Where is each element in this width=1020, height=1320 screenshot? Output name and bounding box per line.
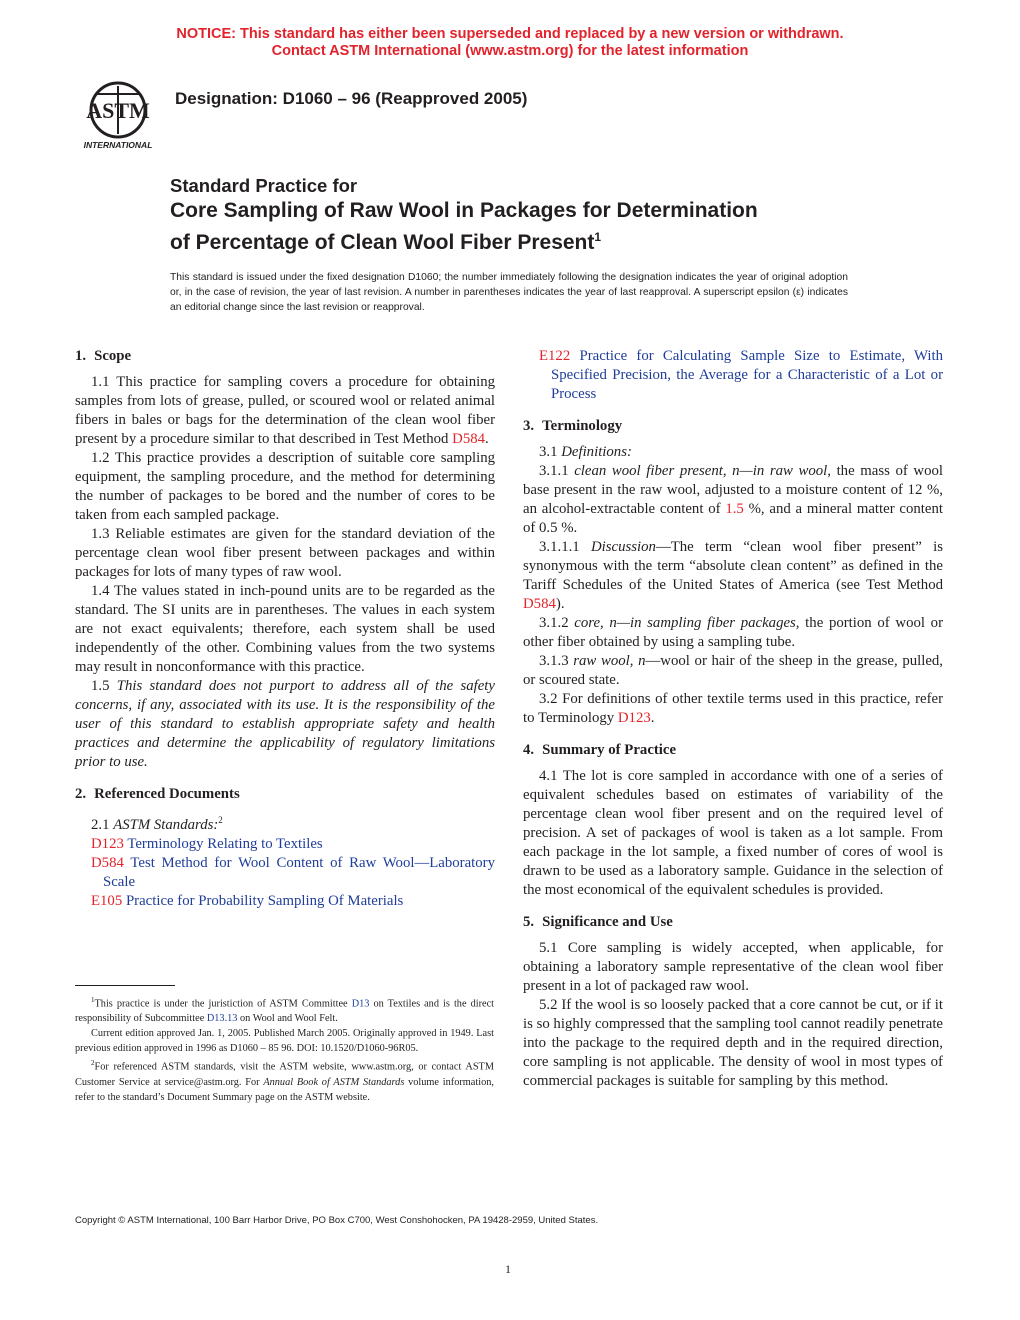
reference-code[interactable]: E105 [91,892,123,909]
paragraph-5-2: 5.2 If the wool is so loosely packed that a core cannot be cut, or if it is so highly compressed that the sampling tool cannot readily penetrate into the package to the required depth and in the required direction, core sampling is not applicable. The density of wool in most types of commercial packages is suitable for sampling by this method. [523,997,943,1089]
paragraph-3-1-3 [523,652,943,690]
footnote-1-edition: Current edition approved Jan. 1, 2005. Published March 2005. Originally approved in 1949. Last previous edition approved in 1996 as D1060 – 85 96. DOI: 10.1520/D1060-96R05. [75,1028,494,1055]
subcommittee-link[interactable]: D13.13 [206,1013,238,1025]
issuance-note: This standard is issued under the fixed designation D1060; the number immediately following the designation indicates the year of original adoption or, in the case of revision, the year of last revision. A number in parentheses indicates the year of last reapproval. A superscript epsilon (ε) indicates an editorial change since the last revision or reapproval. [170,272,848,313]
paragraph-1-2: 1.2 This practice provides a description of suitable core sampling equipment, the sampling procedure, and the method for determining the number of packages to be bored and the number of cores to be taken from each sampled package. [75,450,495,523]
section-title: Terminology [542,418,623,434]
footnote-2 [75,1056,494,1104]
paragraph-1-5 [75,677,495,772]
paragraph-text: the mass of wool base present in the raw wool, adjusted to a moisture content of 12 %, an alcohol-extractable content of [523,463,943,517]
safety-caveat: This standard does not purport to address all of the safety concerns, if any, associated with its use. It is the responsibility of the user of this standard to establish appropriate safety and health practices and determine the applicability of regulatory limitations prior to use. [75,678,495,770]
section-title: Scope [94,348,132,364]
reference-item-d123[interactable] [75,835,495,854]
paragraph-number: 3.1.1 [539,463,575,479]
right-column [523,347,943,1091]
reference-title[interactable]: Test Method for Wool Content of Raw Wool—Laboratory Scale [103,854,495,890]
reference-item-d584[interactable] [75,854,495,892]
copyright-line: Copyright © ASTM International, 100 Barr Harbor Drive, PO Box C700, West Conshohocken, PA 19428-2959, United States. [75,1215,599,1226]
footnote-text: on Wool and Wool Felt. [237,1013,338,1025]
title-line-2-text: of Percentage of Clean Wool Fiber Present [170,231,595,254]
paragraph-text: —The term “clean wool fiber present” is synonymous with the term “absolute clean content” as defined in the Tariff Schedules of the United States of America (see Test Method [523,539,944,593]
footnote-text: on Textiles and is the direct responsibility of Subcommittee [75,998,495,1025]
paragraph-3-1-1-1 [523,538,943,614]
paragraph-3-1-1 [523,462,943,538]
left-column [75,347,495,911]
footnote-text: For referenced ASTM standards, visit the ASTM website, www.astm.org, or contact ASTM Customer Service at service@astm.org. For [75,1061,494,1088]
reference-title[interactable]: Practice for Probability Sampling Of Materials [125,892,404,909]
section-number: 4. [523,742,535,758]
astm-standards-label: ASTM Standards: [113,816,219,833]
notice-line-1: NOTICE: This standard has either been superseded and replaced by a new version or withdrawn. [176,26,844,42]
paragraph-5-1: 5.1 Core sampling is widely accepted, when applicable, for obtaining a laboratory sample representative of the clean wool fiber present in a lot of packaged raw wool. [523,940,943,994]
section-heading-significance [523,913,943,932]
paragraph-1-3: 1.3 Reliable estimates are given for the standard deviation of the percentage clean wool fiber present between packages and within packages for lots of many types of raw wool. [75,526,495,580]
section-heading-referenced-documents [75,785,495,804]
paragraph-4-1: 4.1 The lot is core sampled in accordance with one of a series of equivalent schedules based on estimates of variability of the percentage clean wool fiber present and on the required level of precision. A set of packages of wool is taken as a lot sample. From each package in the lot sample, a fixed number of cores of wool is drawn to be used as a laboratory sample. Guidance in the selection of the most economical of the equivalent schedules is provided. [523,768,943,898]
paragraph-text: —wool or hair of the sheep in the grease, pulled, or scoured state. [523,653,944,688]
section-number: 2. [75,786,87,802]
paragraph-text: 1.1 This practice for sampling covers a procedure for obtaining samples from lots of grease, pulled, or scoured wool or related animal fibers in bales or bags for the determination of the clean wool fiber present by a procedure similar to that described in Test Method [75,374,495,447]
notice-line-2: Contact ASTM International (www.astm.org) for the latest information [271,43,749,59]
reference-title[interactable]: Practice for Calculating Sample Size to Estimate, With Specified Precision, the Average for a Characteristic of a Lot or Process [551,348,944,402]
section-number: 1. [75,348,87,364]
footnote-1 [75,993,494,1026]
paragraph-end: %, and a mineral matter content of 0.5 %. [523,501,943,536]
definitions-label: Definitions: [561,444,632,460]
paragraph-number: 3.1 [539,444,562,460]
section-title: Summary of Practice [542,742,677,758]
paragraph-2-1 [75,811,495,835]
reference-item-e105[interactable] [75,892,495,911]
reference-item-e122[interactable] [523,347,943,404]
reference-code[interactable]: D584 [91,854,124,871]
reference-title[interactable]: Terminology Relating to Textiles [127,835,323,852]
paragraph-number: 3.1.3 [539,653,574,669]
footnotes [75,993,494,1105]
paragraph-end: . [485,431,489,447]
paragraph-number: 2.1 [91,816,114,833]
defined-term: raw wool, n [573,653,646,669]
section-heading-terminology [523,417,943,436]
title-line-1: Core Sampling of Raw Wool in Packages for Determination [170,199,758,222]
annual-book-title: Annual Book of ASTM Standards [263,1076,405,1088]
section-heading-summary [523,741,943,760]
paragraph-3-1-2 [523,614,943,652]
logo-letters: ASTM [86,98,150,123]
withdrawal-notice [0,26,1020,60]
ref-link-d584[interactable]: D584 [523,596,556,612]
section-number: 3. [523,418,535,434]
paragraph-1-4: 1.4 The values stated in inch-pound units are to be regarded as the standard. The SI units are in parentheses. The values in each system are not exact equivalents; therefore, each system shall be used independently of the other. Combining values from the two systems may result in nonconformance with this practice. [75,583,495,675]
astm-logo [74,78,162,152]
section-title: Significance and Use [542,914,673,930]
defined-term: core, n—in sampling fiber packages, [574,615,800,631]
footnote-mark: 2 [91,1059,95,1068]
section-number: 5. [523,914,535,930]
title-main [170,198,890,256]
paragraph-3-2 [523,690,943,728]
document-title [170,174,890,256]
logo-caption: INTERNATIONAL [83,140,153,150]
ref-link-d584[interactable]: D584 [452,431,486,447]
footnote-text: This practice is under the juristiction of ASTM Committee [94,998,352,1010]
paragraph-number: 1.5 [91,678,117,694]
footnote-text: volume information, refer to the standard’s Document Summary page on the ASTM website. [75,1076,494,1103]
title-footnote-mark: 1 [594,230,602,244]
defined-term: clean wool fiber present, n—in raw wool, [574,463,831,479]
astm-logo-icon [74,78,162,152]
section-heading-scope [75,347,495,366]
section-title: Referenced Documents [94,786,240,802]
paragraph-text: 3.2 For definitions of other textile terms used in this practice, refer to Terminology [523,691,943,726]
paragraph-number: 3.1.2 [539,615,575,631]
committee-link[interactable]: D13 [351,998,370,1010]
paragraph-text: the portion of wool or other fiber obtained by using a sampling tube. [523,615,943,650]
footnote-mark: 2 [218,815,223,825]
paragraph-number: 3.1.1.1 [539,539,591,555]
footnote-divider [75,985,175,986]
title-line-2 [170,224,890,256]
discussion-label: Discussion [590,539,656,555]
footnote-mark: 1 [91,996,95,1004]
reference-code[interactable]: D123 [91,835,124,852]
paragraph-1-1 [75,373,495,449]
title-kicker: Standard Practice for [170,175,358,196]
ref-link-d123[interactable]: D123 [617,710,651,726]
paragraph-end: ). [555,596,565,612]
designation: Designation: D1060 – 96 (Reapproved 2005) [175,89,528,108]
ref-link-1-5[interactable]: 1.5 [725,501,744,517]
reference-code[interactable]: E122 [539,348,571,364]
paragraph-3-1 [523,443,943,462]
paragraph-end: . [650,710,655,726]
page-number: 1 [505,1262,511,1276]
